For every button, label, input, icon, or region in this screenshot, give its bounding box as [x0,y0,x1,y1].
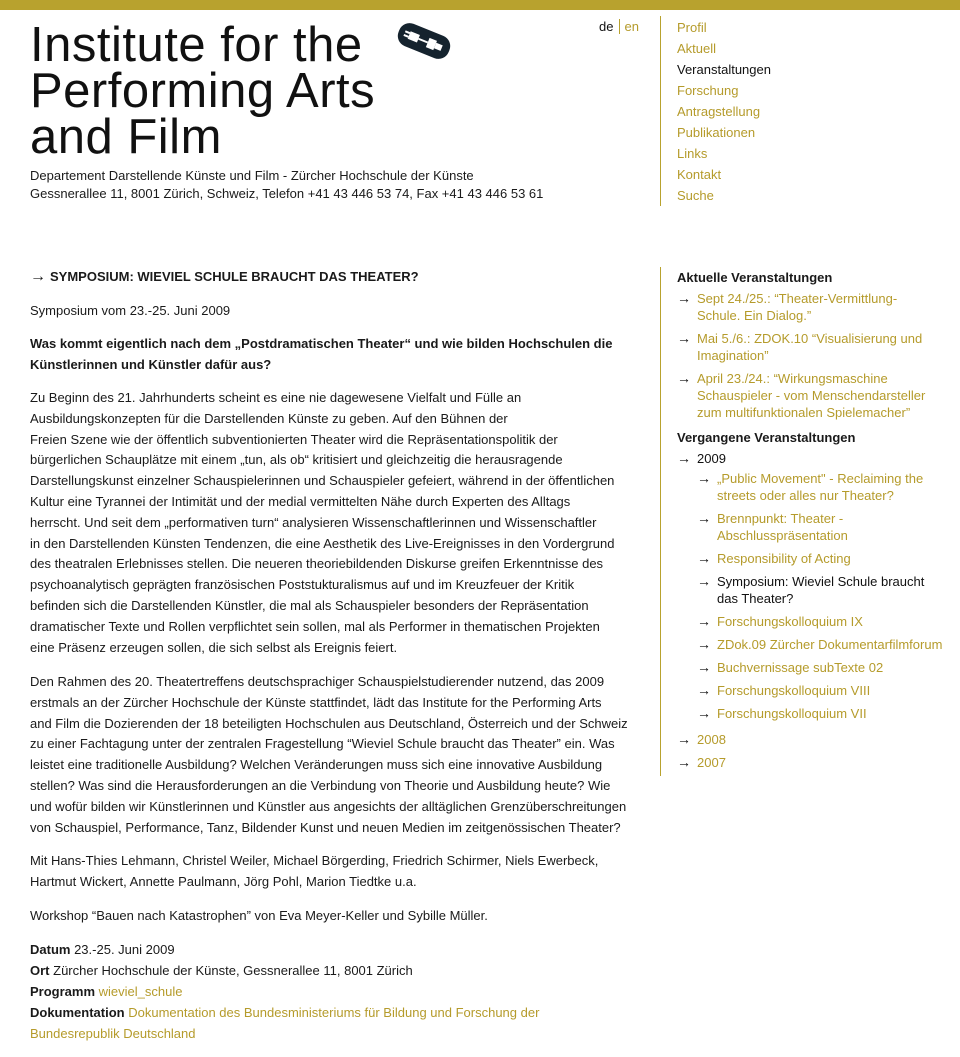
nav-item-forschung[interactable]: Forschung [677,83,739,98]
paragraph-line: eine Präsenz erzeugen sollen, die sich selbst als Ereignis feiert. [30,639,398,655]
arrow-right-icon: → [677,330,691,346]
meta-label: Dokumentation [30,1005,125,1020]
item-line: April 23./24.: “Wirkungsmaschine [697,371,888,386]
link-line: Dokumentation des Bundesministeriums für Bildung und Forschung der [128,1005,540,1020]
paragraph-line: und wofür bilden wir Künstlerinnen und Künstler aus angesichts der alltäglichen Grenzüberschreitungen [30,798,627,814]
article-lead [30,334,630,376]
link-line: Bundesrepublik Deutschland [30,1026,196,1041]
item-line: zum multifunktionalen Spielemacher” [697,405,911,420]
paragraph-line: herrscht. Und seit dem „performativen turn“ analysieren Wissenschaftlerinnen und Wissenschaftler [30,514,597,530]
past-event-link[interactable]: Forschungskolloquium VIII [717,683,871,698]
current-event-link[interactable] [697,370,925,421]
item-line: Schule. Ein Dialog.” [697,308,812,323]
item-line: Symposium: Wieviel Schule braucht [717,574,925,589]
item-line: Mai 5./6.: ZDOK.10 “Visualisierung und [697,331,923,346]
paragraph-line: Mit Hans-Thies Lehmann, Christel Weiler, Michael Börgerding, Friedrich Schirmer, Niels Ewerbeck, [30,853,599,868]
article-paragraph-1 [30,388,630,658]
item-line: Brennpunkt: Theater - [717,511,844,526]
nav-item-profil[interactable]: Profil [677,20,707,35]
arrow-right-icon: → [677,450,691,466]
past-events-heading: Vergangene Veranstaltungen [677,430,856,445]
nav-item-kontakt[interactable]: Kontakt [677,167,722,182]
arrow-right-icon: → [697,659,711,675]
events-sidebar [660,267,951,776]
paragraph-line: stellen? Was sind die Herausforderungen an die Verbindung von Theorie und Ausbildung heute? Wie [30,777,611,793]
arrow-right-icon: → [677,731,691,747]
arrow-right-icon: → [697,573,711,589]
item-line: streets oder alles nur Theater? [717,488,894,503]
past-event-item[interactable] [697,510,949,544]
past-event-link[interactable]: Forschungskolloquium IX [717,614,863,629]
item-line: „Public Movement" - Reclaiming the [717,471,924,486]
arrow-right-icon: → [697,613,711,629]
meta-label: Datum [30,942,71,957]
past-event-link[interactable] [717,470,923,504]
meta-label: Programm [30,984,96,999]
nav-item-veranstaltungen[interactable]: Veranstaltungen [677,62,771,77]
programm-link[interactable]: wieviel_schule [98,984,183,999]
paragraph-line: des theatralen Erlebnisses stellen. Die neueren theoriebildenden Diskurse greifen Erkenntnisse des [30,556,604,572]
paragraph-line: von Schauspiel, Performance, Tanz, Bildender Kunst und neuen Medien im zeitgenössischen Theater? [30,819,621,835]
article-date: Symposium vom 23.-25. Juni 2009 [30,303,231,318]
year-item-2008[interactable] [677,731,947,748]
subtitle-line: Gessnerallee 11, 8001 Zürich, Schweiz, Telefon +41 43 446 53 74, Fax +41 43 446 53 61 [30,186,544,201]
site-title-line: Performing Arts [30,64,376,118]
meta-value: Zürcher Hochschule der Künste, Gessnerallee 11, 8001 Zürich [53,963,413,978]
meta-label: Ort [30,963,50,978]
paragraph-line: Zu Beginn des 21. Jahrhunderts scheint es eine nie dagewesene Vielfalt und Fülle an [30,390,522,405]
paragraph-line: and Film die Dozierenden der 18 beteiligten Hochschulen aus Deutschland, Österreich und der Schweiz [30,715,628,731]
arrow-right-icon: → [677,754,691,770]
past-event-link[interactable]: Buchvernissage subTexte 02 [717,660,884,675]
paragraph-line: in den Darstellenden Künsten Tendenzen, die eine Aesthetik des Live-Ereignisses in den Vordergrund [30,535,615,551]
past-event-item[interactable] [697,705,949,722]
past-event-item[interactable] [697,659,949,676]
lead-line: Künstlerinnen und Künstler dafür aus? [30,356,272,372]
paragraph-line: Hartmut Wickert, Annette Paulmann, Jörg Pohl, Marion Tiedtke u.a. [30,873,417,889]
paragraph-line: zu einer Fachtagung unter der zentralen Fragestellung “Wieviel Schule braucht das Theater” ein. Was [30,736,615,752]
article-paragraph-2 [30,672,630,838]
nav-item-publikationen[interactable]: Publikationen [677,125,756,140]
article-participants [30,851,630,893]
paragraph-line: leistet eine traditionelle Ausbildung? Welchen Veränderungen muss sich eine innovative Ausbildung [30,757,603,773]
paragraph-line: befinden sich die Darstellenden Künstler, die mal als Schauspieler besonders der Repräsentation [30,597,589,613]
arrow-right-icon: → [697,510,711,526]
past-event-link[interactable]: ZDok.09 Zürcher Dokumentarfilmforum [717,637,943,652]
past-event-link[interactable]: Forschungskolloquium VII [717,706,867,721]
paragraph-line: Den Rahmen des 20. Theatertreffens deutschsprachiger Schauspielstudierender nutzend, das 2009 [30,674,605,689]
plug-icon[interactable] [394,16,454,66]
paragraph-line: erstmals an der Zürcher Hochschule der Künste stattfindet, lädt das Institute for the Performing Arts [30,694,602,710]
meta-programm [30,981,630,1002]
past-event-item[interactable] [697,470,949,504]
past-event-item[interactable] [697,550,949,567]
nav-item-suche[interactable]: Suche [677,188,714,203]
current-event-item[interactable] [677,330,947,364]
arrow-right-icon: → [677,370,691,386]
meta-ort [30,960,630,981]
current-event-link[interactable] [697,330,922,364]
lang-en-link[interactable]: en [624,19,639,34]
site-title [30,18,376,164]
site-title-line: Institute for the [30,18,363,72]
arrow-right-icon: → [677,290,691,306]
arrow-right-icon: → [697,705,711,721]
lang-de-link[interactable]: de [599,19,620,34]
institute-address [30,167,543,203]
year-item-2009[interactable] [677,450,947,467]
arrow-right-icon: → [697,682,711,698]
current-event-link[interactable] [697,290,897,324]
meta-datum [30,939,630,960]
item-line: Imagination” [697,348,769,363]
arrow-right-icon: → [697,550,711,566]
past-event-link[interactable]: Responsibility of Acting [717,551,851,566]
item-line: Sept 24./25.: “Theater-Vermittlung- [697,291,898,306]
paragraph-line: Freien Szene wie der öffentlich subventionierten Theater wird die Repräsentationspolitik der [30,431,558,447]
past-event-link[interactable] [717,510,848,544]
paragraph-line: bürgerlichen Schauplätze mit einem „tun, als ob“ kritisiert und gleichzeitig die herausragende [30,452,563,468]
past-event-item[interactable] [697,636,957,653]
current-events-heading: Aktuelle Veranstaltungen [677,270,833,285]
nav-item-links[interactable]: Links [677,146,708,161]
arrow-right-icon: → [697,470,711,486]
year-item-2007[interactable] [677,754,947,771]
year-link[interactable]: 2008 [697,732,726,747]
year-link[interactable]: 2007 [697,755,726,770]
year-label: 2009 [697,451,726,466]
item-line: das Theater? [717,591,794,606]
item-line: Schauspieler - vom Menschendarsteller [697,388,926,403]
paragraph-line: dramatischer Texte und Rollen verpflichtet sein sollen, mal als Performer in thematischen Projekten [30,618,600,634]
main-navigation [660,16,951,206]
nav-item-antragstellung[interactable]: Antragstellung [677,104,761,119]
article-workshop: Workshop “Bauen nach Katastrophen” von Eva Meyer-Keller und Sybille Müller. [30,908,488,923]
nav-item-aktuell[interactable]: Aktuell [677,41,717,56]
past-event-item[interactable] [697,613,949,630]
paragraph-line: Kultur eine Tyrannei der Intimität und der medial vermittelten Nähe durch Experten des Alltags [30,493,571,509]
paragraph-line: psychoanalytisch geprägten französischen Poststukturalismus auf und im Kreuzfeuer der Kritik [30,577,575,593]
past-event-current [717,573,924,607]
site-title-line: and Film [30,110,222,164]
meta-dokumentation [30,1002,630,1044]
lead-line: Was kommt eigentlich nach dem „Postdramatischen Theater“ und wie bilden Hochschulen die [30,336,613,351]
language-switch [599,19,639,35]
past-event-item[interactable] [697,682,949,699]
current-event-item[interactable] [677,370,947,421]
arrow-right-icon: → [30,268,46,285]
arrow-right-icon: → [697,636,711,652]
meta-value: 23.-25. Juni 2009 [74,942,175,957]
current-event-item[interactable] [677,290,947,324]
subtitle-line: Departement Darstellende Künste und Film - Zürcher Hochschule der Künste [30,168,474,183]
past-event-item-active[interactable] [697,573,949,607]
event-meta [30,939,630,1044]
top-accent-bar [0,0,960,10]
paragraph-line: Darstellungskunst einzelner Schauspielerinnen und Schauspieler gefeiert, während in der öffentlichen [30,473,615,489]
item-line: Abschlusspräsentation [717,528,848,543]
article-title-text: SYMPOSIUM: WIEVIEL SCHULE BRAUCHT DAS THEATER? [50,269,419,284]
paragraph-line: Ausbildungskonzepten für die Darstellenden Künste zu geben. Auf den Bühnen der [30,410,508,426]
article-title [30,268,419,286]
